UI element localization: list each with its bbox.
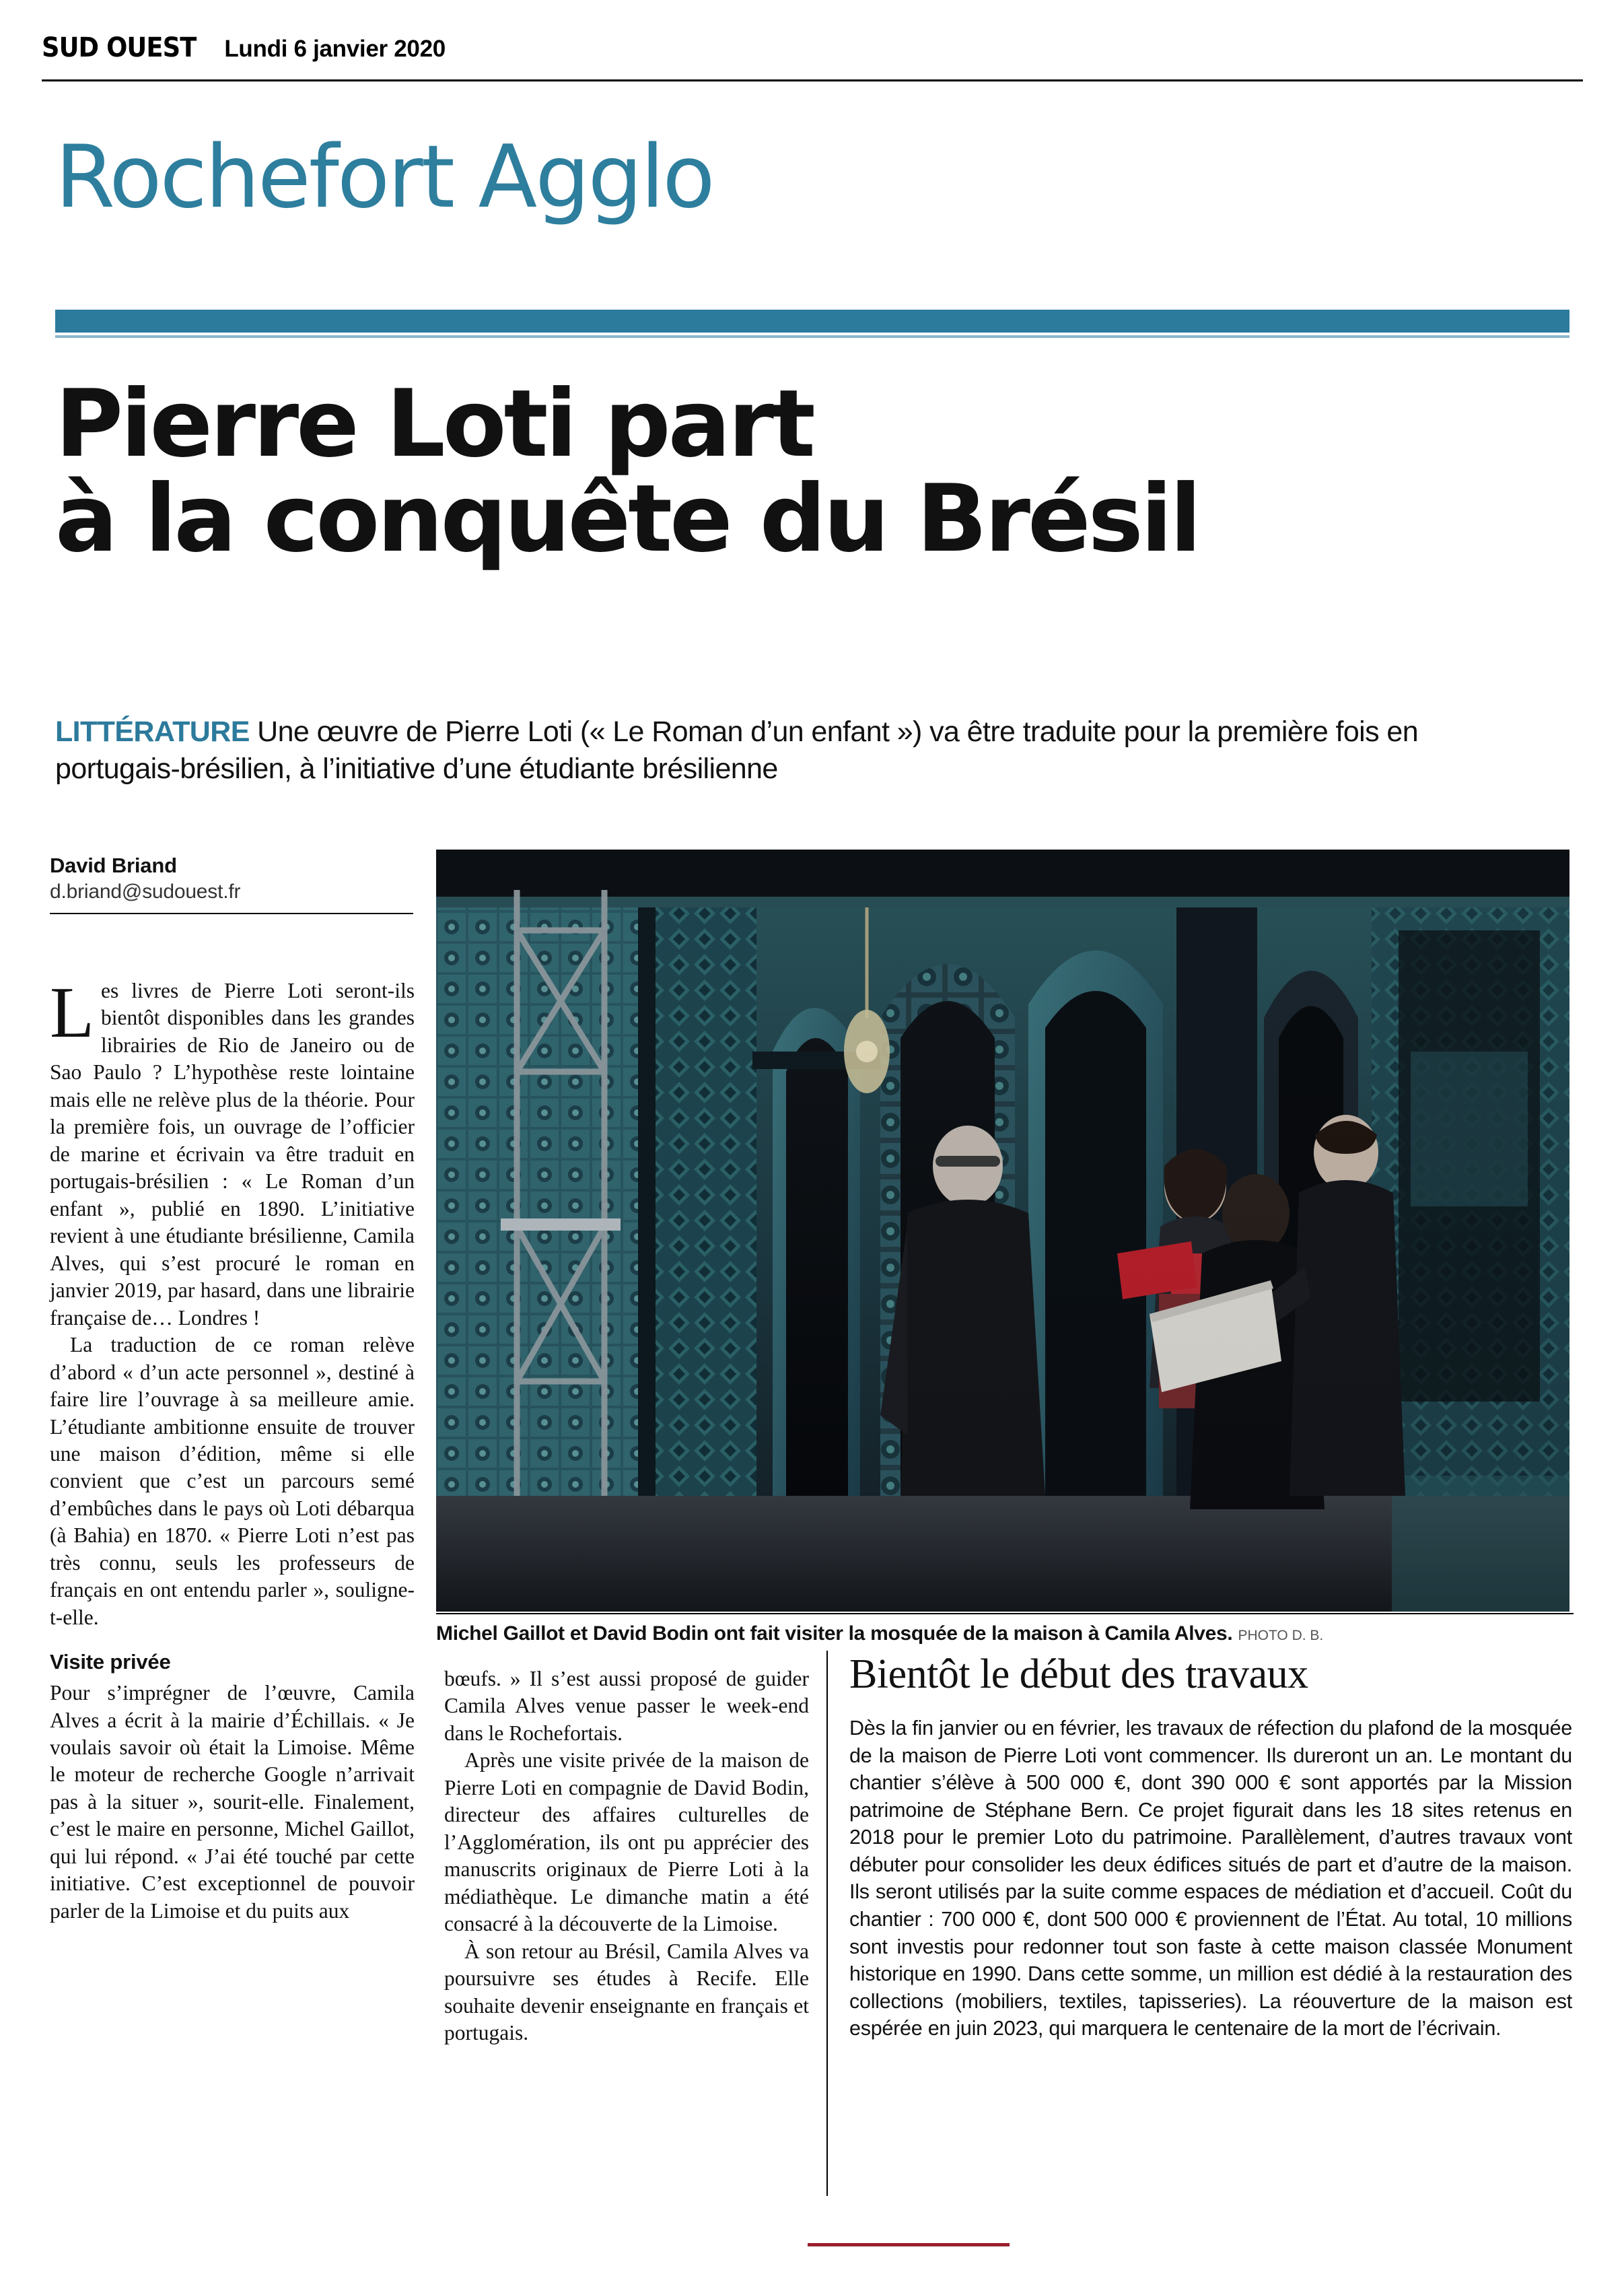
photo-credit: PHOTO D. B.	[1238, 1628, 1324, 1643]
paragraph: bœufs. » Il s’est aussi proposé de guider Camila Alves venue passer le week-end dans le Rochefortais.	[444, 1667, 809, 1745]
standfirst-text: Une œuvre de Pierre Loti (« Le Roman d’un enfant ») va être traduite pour la première fois en portugais-brésilien, à l’initiative d’une étudiante brésilienne	[55, 716, 1419, 786]
photo-caption	[436, 1622, 1574, 1645]
masthead-divider	[42, 79, 1583, 81]
publication-date: Lundi 6 janvier 2020	[224, 36, 446, 62]
standfirst	[55, 714, 1549, 788]
masthead	[42, 32, 1583, 63]
headline-line-2: à la conquête du Brésil	[55, 464, 1199, 573]
newspaper-logo: SUD OUEST	[42, 32, 197, 63]
sidebox-divider	[826, 1651, 828, 2196]
paragraph: Pour s’imprégner de l’œuvre, Camila Alves a écrit à la mairie d’Échillais. « Je voulais savoir où était la Limoise. Même le moteur de recherche Google n’arrivait pas à la situer », sourit-elle. Finalement, c’est le maire en personne, Michel Gaillot, qui lui répond. « J’ai été touché par cette initiative. C’est exceptionnel de pouvoir parler de la Limoise et du puits aux	[50, 1681, 415, 1923]
paragraph: À son retour au Brésil, Camila Alves va poursuivre ses études à Recife. Elle souhaite devenir enseignante en français et portugais.	[444, 1939, 809, 2045]
paragraph-text: es livres de Pierre Loti seront-ils bientôt disponibles dans les grandes librairies de Rio de Janeiro ou de Sao Paulo ? L’hypothèse reste lointaine mais elle ne relève plus de la théorie. Pour la première fois, un ouvrage de l’officier de marine et écrivain va être traduit en portugais-brésilien : « Le Roman d’un enfant », publié en 1890. L’initiative revient à une étudiante brésilienne, Camila Alves, qui s’est procuré le roman en janvier 2019, par hasard, dans une librairie française de… Londres !	[50, 979, 415, 1330]
byline	[50, 854, 427, 914]
sidebox-title: Bientôt le début des travaux	[849, 1651, 1308, 1697]
footer-accent-rule	[808, 2243, 1010, 2246]
body-column-2	[444, 1665, 809, 2047]
sidebox	[849, 1651, 1572, 2042]
sidebox-body: Dès la fin janvier ou en février, les travaux de réfection du plafond de la mosquée de la maison de Pierre Loti vont commencer. Ils dureront un an. Le montant du chantier s’élève à 500 000 €, dont 390 000 € sont apportés par la Mission patrimoine de Stéphane Bern. Ce projet figurait dans les 18 sites retenus en 2018 pour le premier Loto du patrimoine. Parallèlement, d’autres travaux vont débuter pour consolider les deux édifices situés de part et d’autre de la maison. Ils seront utilisés par la suite comme espaces de médiation et d’accueil. Coût du chantier : 700 000 €, dont 500 000 € proviennent de l’État. Au total, 10 millions sont investis pour redonner tout son faste à cette maison classée Monument historique en 1990. Dans cette somme, un million est dédié à la restauration des collections (mobiliers, textiles, tapisseries). La réouverture de la maison est espérée en juin 2023, qui marquera le centenaire de la mort de l’écrivain.	[849, 1717, 1572, 2040]
section-subheading: Visite privée	[50, 1650, 171, 1674]
paragraph: Après une visite privée de la maison de Pierre Loti en compagnie de David Bodin, directeur des affaires culturelles de l’Agglomération, ils ont pu apprécier des manuscrits originaux de Pierre Loti à la médiathèque. Le dimanche matin a été consacré à la découverte de la Limoise.	[444, 1748, 809, 1936]
photo-caption-text: Michel Gaillot et David Bodin ont fait visiter la mosquée de la maison à Camila Alves.	[436, 1622, 1233, 1645]
article-photo	[436, 850, 1569, 1612]
section-bar	[55, 310, 1569, 333]
byline-divider	[50, 913, 413, 914]
kicker-label: LITTÉRATURE	[55, 716, 250, 748]
byline-author: David Briand	[50, 854, 177, 877]
byline-email: d.briand@sudouest.fr	[50, 881, 241, 903]
dropcap: L	[50, 973, 94, 1053]
photo-illustration	[436, 850, 1569, 1612]
section-title: Rochefort Agglo	[55, 127, 713, 228]
section-bar-underline	[55, 335, 1569, 338]
paragraph: La traduction de ce roman relève d’abord « d’un acte personnel », destiné à faire lire l’ouvrage à sa meilleure amie. L’étudiante ambitionne ensuite de trouver une maison d’édition, même si elle convient que c’est un parcours semé d’embûches dans le pays où Loti débarqua (à Bahia) en 1870. « Pierre Loti n’est pas très connu, seuls les professeurs de français en ont entendu parler », souligne-t-elle.	[50, 1333, 415, 1629]
headline-line-1: Pierre Loti part	[55, 370, 813, 478]
page-title	[55, 370, 1536, 573]
caption-divider	[436, 1613, 1574, 1614]
body-column-1	[50, 973, 415, 1925]
paragraph	[50, 973, 415, 1332]
